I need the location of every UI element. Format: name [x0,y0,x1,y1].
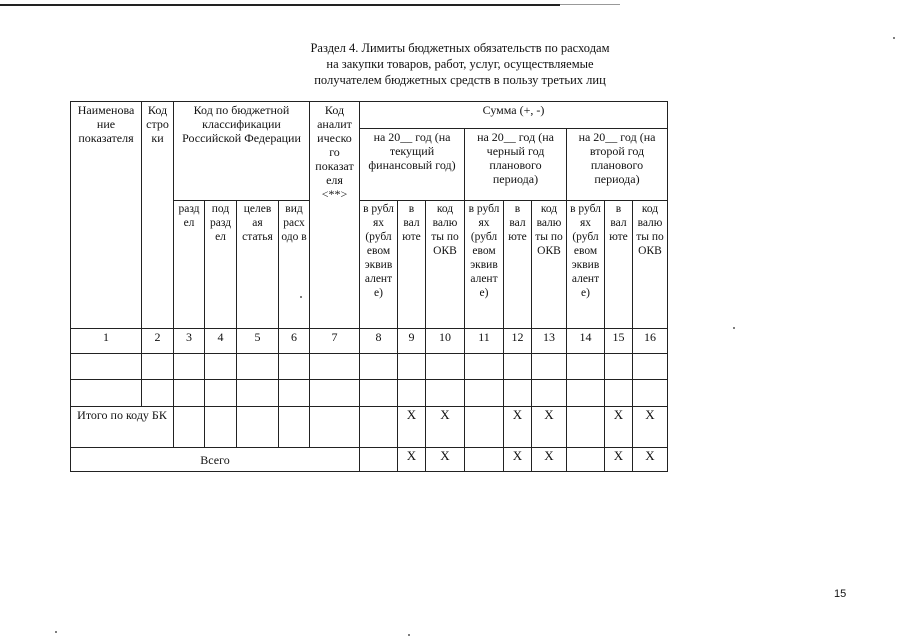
scan-speck [55,631,57,633]
x-mark: X [504,407,532,448]
x-mark: X [633,448,668,472]
empty-data-row [71,354,668,380]
x-mark: X [504,448,532,472]
header-year-first-planned: на 20__ год (на черный год планового периода) [465,129,567,201]
top-border-line [0,4,560,6]
x-mark: X [605,448,633,472]
header-y2-currency: в вал юте [504,201,532,329]
col-number: 11 [465,329,504,354]
col-number: 4 [205,329,237,354]
x-mark: X [633,407,668,448]
header-subsection: под разд ел [205,201,237,329]
col-number: 13 [532,329,567,354]
page-number: 15 [834,588,847,600]
header-section: разд ел [174,201,205,329]
heading-line-1: Раздел 4. Лимиты бюджетных обязательств по расходам [310,41,610,55]
empty-data-row [71,380,668,407]
limits-table [70,101,668,472]
scan-speck [300,296,302,298]
col-number: 9 [398,329,426,354]
x-mark: X [605,407,633,448]
header-y2-rubles: в рубл ях (рубл евом эквив алент е) [465,201,504,329]
heading-line-3: получателем бюджетных средств в пользу третьих лиц [314,73,606,87]
top-border-line-faint [560,4,620,5]
x-mark: X [532,407,567,448]
header-y3-okv: код валю ты по ОКВ [633,201,668,329]
grand-total-label: Всего [71,448,360,472]
col-number: 2 [142,329,174,354]
scan-speck [733,327,735,329]
header-y1-okv: код валю ты по ОКВ [426,201,465,329]
header-y3-currency: в вал юте [605,201,633,329]
col-number: 7 [310,329,360,354]
header-target-article: целев ая статья [237,201,279,329]
total-by-bk-row [71,407,668,448]
header-y2-okv: код валю ты по ОКВ [532,201,567,329]
header-analytic-code: Код аналит ическо го показат еля <**> [310,102,360,329]
header-expense-type: вид расх одо в [279,201,310,329]
col-number: 14 [567,329,605,354]
section-heading [250,40,670,88]
col-number: 8 [360,329,398,354]
col-number: 16 [633,329,668,354]
col-number: 6 [279,329,310,354]
scan-speck [893,37,895,39]
col-number: 1 [71,329,142,354]
x-mark: X [532,448,567,472]
column-number-row [71,329,668,354]
heading-line-2: на закупки товаров, работ, услуг, осуществляемые [326,57,594,71]
header-budget-classification: Код по бюджетной классификации Российской Федерации [174,102,310,201]
header-indicator-name: Наименова ние показателя [71,102,142,329]
header-year-current: на 20__ год (на текущий финансовый год) [360,129,465,201]
header-y1-currency: в вал юте [398,201,426,329]
header-year-second-planned: на 20__ год (на второй год планового периода) [567,129,668,201]
grand-total-row [71,448,668,472]
x-mark: X [398,407,426,448]
x-mark: X [426,407,465,448]
header-sum: Сумма (+, -) [360,102,668,129]
col-number: 3 [174,329,205,354]
col-number: 5 [237,329,279,354]
col-number: 12 [504,329,532,354]
col-number: 10 [426,329,465,354]
header-y1-rubles: в рубл ях (рубл евом эквив алент е) [360,201,398,329]
header-y3-rubles: в рубл ях (рубл евом эквив алент е) [567,201,605,329]
header-row-code: Код стро ки [142,102,174,329]
x-mark: X [398,448,426,472]
x-mark: X [426,448,465,472]
scan-speck [408,634,410,636]
total-by-bk-label: Итого по коду БК [71,407,174,448]
col-number: 15 [605,329,633,354]
